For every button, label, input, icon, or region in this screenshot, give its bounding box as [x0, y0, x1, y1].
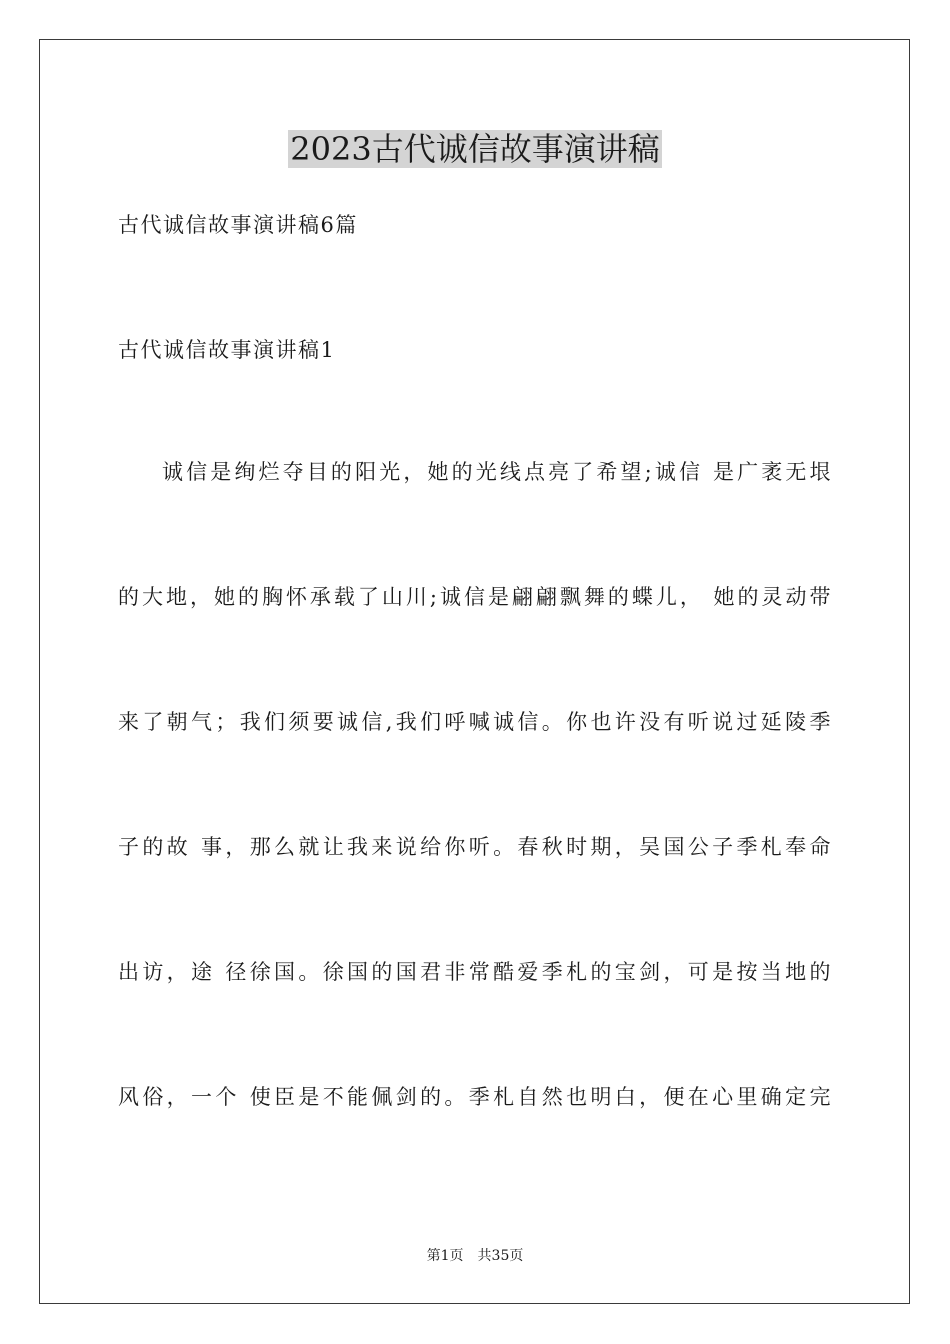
paragraph-line: 来了朝气；我们须要诚信,我们呼喊诚信。你也许没有听说过延陵季 — [118, 710, 832, 734]
paragraph-line: 风俗，一个 使臣是不能佩剑的。季札自然也明白，便在心里确定完 — [118, 1085, 832, 1109]
paragraph-line: 出访，途 径徐国。徐国的国君非常酷爱季札的宝剑，可是按当地的 — [118, 960, 832, 984]
page-number: 第1页 — [426, 1248, 464, 1264]
document-subtitle: 古代诚信故事演讲稿6篇 — [118, 213, 358, 237]
page-footer — [0, 1246, 950, 1266]
paragraph-line: 的大地，她的胸怀承载了山川;诚信是翩翩飘舞的蝶儿， 她的灵动带 — [118, 585, 832, 609]
section-heading: 古代诚信故事演讲稿1 — [118, 338, 336, 362]
paragraph-line: 诚信是绚烂夺目的阳光，她的光线点亮了希望;诚信 是广袤无垠 — [162, 460, 832, 484]
document-title-text: 2023古代诚信故事演讲稿 — [290, 130, 660, 168]
document-title — [0, 127, 950, 171]
page-total: 共35页 — [477, 1248, 524, 1264]
paragraph-line: 子的故 事，那么就让我来说给你听。春秋时期，吴国公子季札奉命 — [118, 835, 832, 859]
